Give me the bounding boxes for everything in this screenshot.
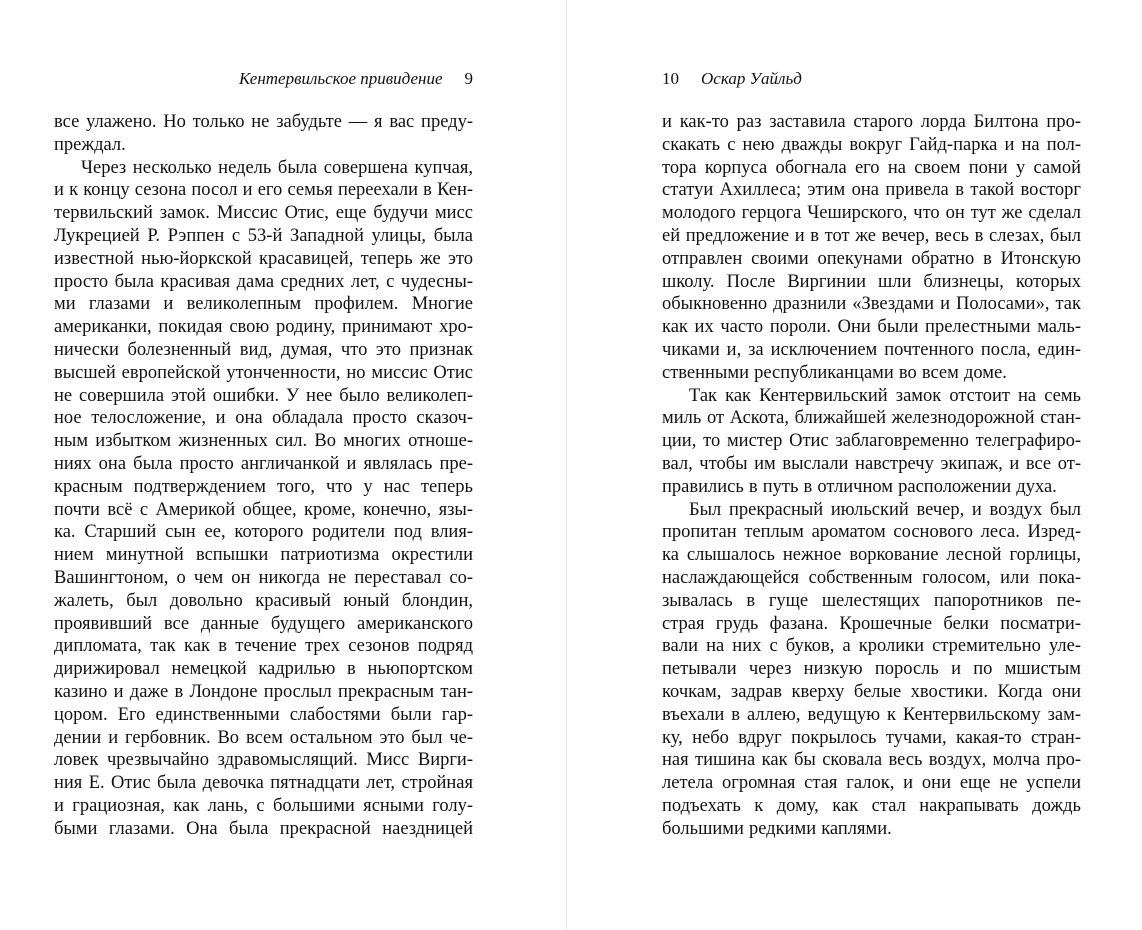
text-line: тервильский замок. Миссис Отис, еще будучи мисс [54, 203, 473, 224]
text-line: высшей европейской утонченности, но миссис Отис [54, 362, 473, 383]
text-line: статуи Ахиллеса; этим она привела в такой восторг [662, 180, 1081, 201]
text-line: ная тишина как бы сковала весь воздух, молча про- [662, 750, 1081, 771]
text-line: тора корпуса обогнала его на своем пони у самой [662, 157, 1081, 178]
text-line: нически болезненный вид, думая, что это признак [54, 339, 473, 360]
text-line: просто была красивая дама средних лет, с чудесны- [54, 271, 473, 292]
text-line: ным избытком жизненных сил. Во многих отноше- [54, 431, 473, 452]
text-line: известной нью-йоркской красавицей, теперь же это [54, 248, 473, 269]
text-line: дипломата, так как в течение трех сезонов подряд [54, 636, 473, 657]
left-running-header [54, 68, 473, 90]
text-line: ловек чрезвычайно здравомыслящий. Мисс Вирги- [54, 750, 473, 771]
text-line: быми глазами. Она была прекрасной наездницей [54, 818, 473, 839]
text-line: Был прекрасный июльский вечер, и воздух был [689, 499, 1081, 520]
text-line: и как-то раз заставила старого лорда Билтона про- [662, 112, 1081, 132]
right-body-text [662, 111, 1081, 841]
text-line: дении и гербовник. Во всем остальном это был че- [54, 727, 473, 748]
right-page [567, 0, 1142, 930]
text-line: цором. Его единственными слабостями были гар- [54, 704, 473, 725]
text-line: чиками и, за исключением почтенного посла, един- [662, 339, 1081, 360]
text-line: ниях она была просто англичанкой и являлась пре- [54, 453, 473, 474]
text-line: Вашингтоном, о чем он никогда не переставал со- [54, 567, 473, 588]
right-running-header [662, 68, 1081, 90]
left-running-title: Кентервильское привидение [238, 69, 443, 88]
text-line: ей предложение и в тот же вечер, весь в слезах, был [662, 225, 1081, 246]
text-line: ное телосложение, и она обладала просто сказоч- [54, 408, 473, 429]
text-line: петывали через низкую поросль и по мшистым [662, 659, 1081, 680]
text-line: Лукрецией Р. Рэппен с 53-й Западной улицы, была [54, 225, 473, 246]
right-page-number: 10 [662, 69, 679, 88]
text-line: проявивший все данные будущего американского [54, 613, 473, 634]
right-running-title: Оскар Уайльд [701, 69, 802, 88]
left-body-text [54, 111, 473, 841]
text-line: нием минутной вспышки патриотизма окрестили [54, 545, 473, 566]
text-line: кочкам, задрав кверху белые хвостики. Когда они [662, 681, 1081, 702]
text-line: въехали в аллею, ведущую к Кентервильскому зам- [662, 704, 1081, 725]
text-line: зывалась в гуще шелестящих папоротников пе- [662, 590, 1081, 611]
text-line: американки, покидая свою родину, принимают хро- [54, 317, 473, 338]
left-page-number: 9 [464, 69, 473, 88]
text-line: школу. После Виргинии шли близнецы, которых [662, 271, 1081, 292]
text-line: и к концу сезона посол и его семья переехали в Кен- [54, 180, 473, 201]
text-line: обыкновенно дразнили «Звездами и Полосами», так [662, 294, 1081, 315]
text-line: большими редкими каплями. [662, 818, 892, 839]
text-line: скакать с нею дважды вокруг Гайд-парка и на пол- [662, 134, 1081, 155]
text-line: ственными республиканцами во всем доме. [662, 362, 1007, 383]
text-line: ции, то мистер Отис заблаговременно телеграфиро- [662, 431, 1081, 452]
text-line: наслаждающейся собственным голосом, или пока- [662, 567, 1081, 588]
text-line: ка. Старший сын ее, которого родители под влия- [54, 522, 473, 543]
text-line: страя грудь фазана. Крошечные белки посматри- [662, 613, 1081, 634]
text-line: не совершила этой ошибки. У нее было великолеп- [54, 385, 473, 406]
text-line: подъехать к дому, как стал накрапывать дождь [662, 795, 1081, 816]
text-line: и грациозная, как лань, с большими ясными голу- [54, 795, 473, 816]
text-line: все улажено. Но только не забудьте — я вас преду- [54, 112, 473, 132]
text-line: летела огромная стая галок, и они еще не успели [662, 773, 1081, 794]
text-line: молодого герцога Чеширского, что он тут же сделал [662, 203, 1081, 224]
text-line: вали на них с буков, а кролики стремительно уле- [662, 636, 1081, 657]
text-line: как их часто пороли. Они были прелестными маль- [662, 317, 1081, 338]
text-line: ми глазами и великолепным профилем. Многие [54, 294, 473, 315]
left-page [0, 0, 566, 930]
text-line: красным подтверждением того, что у нас теперь [54, 476, 473, 497]
text-line: миль от Аскота, ближайшей железнодорожной стан- [662, 408, 1081, 429]
text-line: правились в путь в отличном расположении духа. [662, 476, 1057, 497]
text-line: ка слышалось нежное воркование лесной горлицы, [662, 545, 1081, 566]
text-line: Через несколько недель была совершена купчая, [81, 157, 473, 178]
text-line: пропитан теплым ароматом соснового леса. Изред- [662, 522, 1081, 543]
text-line: Так как Кентервильский замок отстоит на семь [689, 385, 1081, 406]
text-line: отправлен своими опекунами обратно в Итонскую [662, 248, 1081, 269]
text-line: почти всё с Америкой общее, кроме, конечно, язы- [54, 499, 473, 520]
text-line: дирижировал немецкой кадрилью в ньюпортском [54, 659, 473, 680]
text-line: казино и даже в Лондоне прослыл прекрасным тан- [54, 681, 473, 702]
text-line: ния Е. Отис была девочка пятнадцати лет, стройная [54, 773, 473, 794]
text-line: преждал. [54, 134, 126, 155]
text-line: жалеть, был довольно красивый юный блондин, [54, 590, 473, 611]
text-line: ку, небо вдруг покрылось тучами, какая-то стран- [662, 727, 1081, 748]
text-line: вал, чтобы им выслали навстречу экипаж, и все от- [662, 453, 1081, 474]
